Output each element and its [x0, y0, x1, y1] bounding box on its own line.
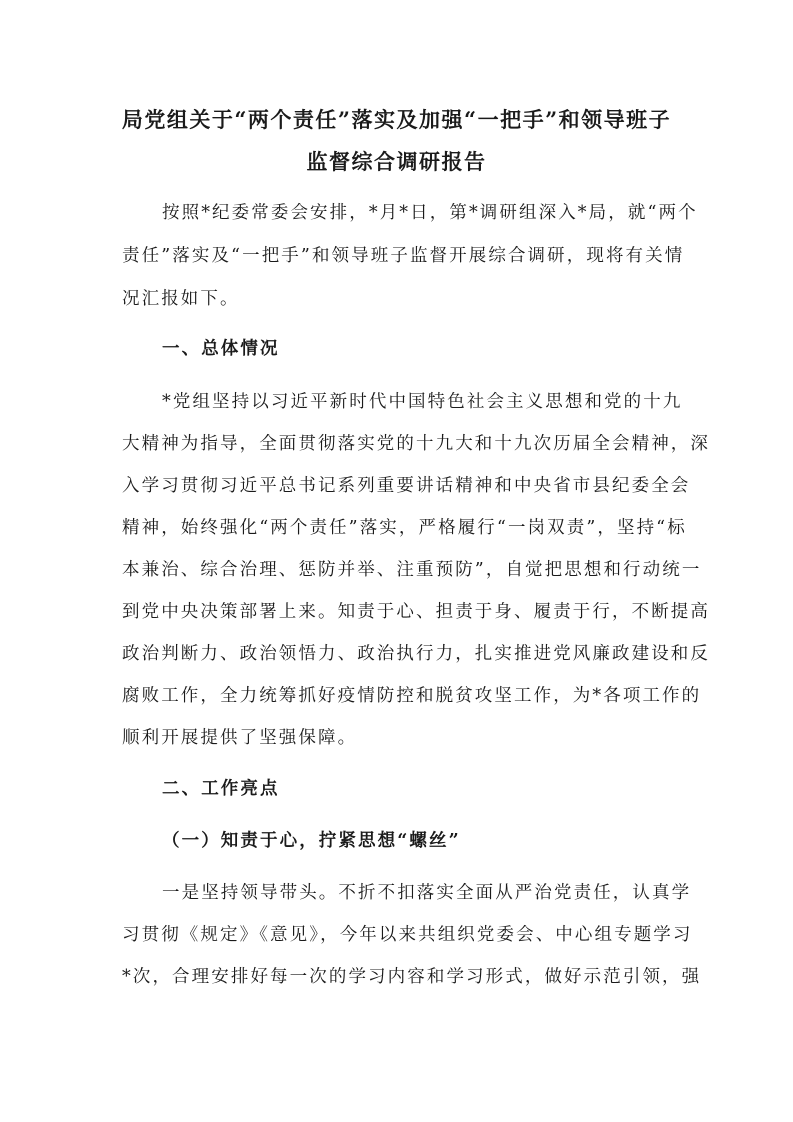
- subsection-1-line-1: 一是坚持领导带头。不折不扣落实全面从严治党责任，认真学: [162, 883, 692, 903]
- section-1-line-3: 入学习贯彻习近平总书记系列重要讲话精神和中央省市县纪委全会: [122, 476, 691, 496]
- section-1-line-9: 顺利开展提供了坚强保障。: [122, 728, 358, 748]
- section-1-line-1: *党组坚持以习近平新时代中国特色社会主义思想和党的十九: [162, 392, 683, 412]
- section-1-line-7: 政治判断力、政治领悟力、政治执行力，扎实推进党风廉政建设和反: [122, 644, 710, 664]
- section-1-line-5: 本兼治、综合治理、惩防并举、注重预防”，自觉把思想和行动统一: [122, 560, 702, 580]
- document-title-line-2: 监督综合调研报告: [306, 149, 487, 174]
- intro-line-3: 况汇报如下。: [122, 289, 240, 309]
- document-title-line-1: 局党组关于“两个责任”落实及加强“一把手”和领导班子: [121, 107, 672, 132]
- intro-line-2: 责任”落实及“一把手”和领导班子监督开展综合调研，现将有关情: [122, 246, 685, 266]
- subsection-1-line-3: *次，合理安排好每一次的学习内容和学习形式，做好示范引领，强: [122, 967, 702, 987]
- subsection-1-heading: （一）知责于心，拧紧思想“螺丝”: [162, 831, 461, 851]
- section-2-heading: 二、工作亮点: [162, 779, 280, 799]
- section-1-line-6: 到党中央决策部署上来。知责于心、担责于身、履责于行，不断提高: [122, 602, 710, 622]
- section-1-line-4: 精神，始终强化“两个责任”落实，严格履行“一岗双责”，坚持“标: [122, 518, 687, 538]
- section-1-line-8: 腐败工作，全力统筹抓好疫情防控和脱贫攻坚工作，为*各项工作的: [122, 686, 702, 706]
- section-1-line-2: 大精神为指导，全面贯彻落实党的十九大和十九次历届全会精神，深: [122, 434, 710, 454]
- subsection-1-line-2: 习贯彻《规定》《意见》，今年以来共组织党委会、中心组专题学习: [122, 925, 693, 945]
- section-1-heading: 一、总体情况: [162, 339, 280, 359]
- intro-line-1: 按照*纪委常委会安排，*月*日，第*调研组深入*局，就“两个: [162, 203, 698, 223]
